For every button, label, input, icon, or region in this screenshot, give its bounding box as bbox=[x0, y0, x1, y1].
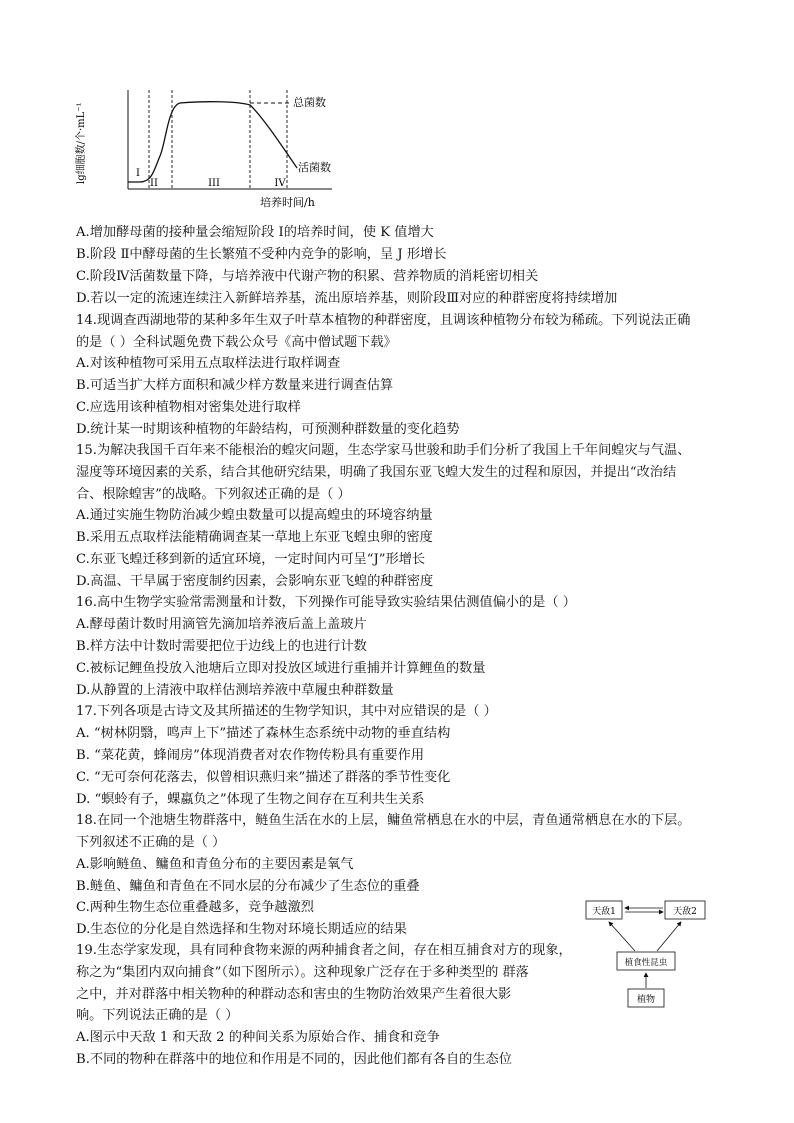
q16-stem: 16.高中生物学实验常需测量和计数，下列操作可能导致实验结果估测值偏小的是（ ） bbox=[76, 595, 576, 610]
plant-label: 植物 bbox=[636, 995, 656, 1005]
arrow-insect-to-enemy2 bbox=[657, 922, 681, 951]
q19-stem: 之中，并对群落中相关物种的种群动态和害虫的生物防治效果产生着很大影 bbox=[76, 987, 512, 1002]
q14-option-b: B.可适当扩大样方面积和减少样方数量来进行调查估算 bbox=[76, 378, 394, 393]
legend-viable: 活菌数 bbox=[298, 161, 331, 174]
q19-stem: 响。下列说法正确的是（ ） bbox=[76, 1008, 239, 1023]
q17-option-b: B. “菜花黄，蜂闹房”体现消费者对农作物传粉具有重要作用 bbox=[76, 748, 425, 763]
q18-stem: 18.在同一个池塘生物群落中，鲢鱼生活在水的上层，鳙鱼常栖息在水的中层，青鱼通常栖息在水的下层。 bbox=[76, 813, 691, 828]
viable-count-curve bbox=[128, 102, 297, 182]
enemy1-label: 天敌1 bbox=[592, 907, 616, 917]
q13-option-a: A.增加酵母菌的接种量会缩短阶段 I的培养时间，使 K 值增大 bbox=[76, 225, 434, 240]
q13-option-d: D.若以一定的流速连续注入新鲜培养基，流出原培养基，则阶段Ⅲ对应的种群密度将持续增加 bbox=[76, 291, 618, 306]
q17-stem: 17.下列各项是古诗文及其所描述的生物学知识，其中对应错误的是（ ） bbox=[76, 704, 497, 719]
q13-option-c: C.阶段Ⅳ活菌数量下降，与培养液中代谢产物的积累、营养物质的消耗密切相关 bbox=[76, 269, 539, 284]
q19-stem: 19.生态学家发现，具有同种食物来源的两种捕食者之间，存在相互捕食对方的现象， bbox=[76, 943, 572, 958]
legend-total: 总菌数 bbox=[293, 96, 326, 109]
q18-option-d: D.生态位的分化是自然选择和生物对环境长期适应的结果 bbox=[76, 922, 407, 937]
phase-label: I bbox=[136, 168, 140, 179]
phase-label: II bbox=[150, 178, 158, 189]
q17-option-a: A. “树林阴翳，鸣声上下”描述了森林生态系统中动物的垂直结构 bbox=[76, 726, 451, 741]
phase-label: III bbox=[208, 178, 220, 189]
q14-stem: 的是（ ）全科试题免费下载公众号《高中僧试题下载》 bbox=[76, 335, 397, 350]
q15-stem: 15.为解决我国千百年来不能根治的蝗灾问题，生态学家马世骏和助手们分析了我国上千年间蝗灾与气温、 bbox=[76, 443, 691, 458]
q15-option-b: B.采用五点取样法能精确调查某一草地上东亚飞蝗虫卵的密度 bbox=[76, 530, 433, 545]
q18-option-c: C.两种生物生态位重叠越多，竞争越激烈 bbox=[76, 900, 314, 915]
q16-option-d: D.从静置的上清液中取样估测培养液中草履虫种群数量 bbox=[76, 683, 394, 698]
q15-option-d: D.高温、干旱属于密度制约因素，会影响东亚飞蝗的种群密度 bbox=[76, 574, 434, 589]
q19-stem: 称之为“集团内双向捕食”（如下图所示）。这种现象广泛存在于多种类型的 群落 bbox=[76, 965, 529, 980]
q15-option-a: A.通过实施生物防治减少蝗虫数量可以提高蝗虫的环境容纳量 bbox=[76, 508, 433, 523]
growth-curve-chart bbox=[72, 86, 372, 216]
q14-stem: 14.现调查西湖地带的某种多年生双子叶草本植物的种群密度，且调该种植物分布较为稀疏。下列说法正确 bbox=[76, 313, 691, 328]
enemy2-label: 天敌2 bbox=[673, 907, 697, 917]
phase-label: IV bbox=[274, 178, 286, 189]
q14-option-c: C.应选用该种植物相对密集处进行取样 bbox=[76, 400, 301, 415]
q18-stem: 下列叙述不正确的是（ ） bbox=[76, 835, 226, 850]
q16-option-b: B.样方法中计数时需要把位于边线上的也进行计数 bbox=[76, 639, 367, 654]
q15-option-c: C.东亚飞蝗迁移到新的适宜环境，一定时间内可呈“J”形增长 bbox=[76, 552, 426, 567]
q19-option-a: A.图示中天敌 1 和天敌 2 的种间关系为原始合作、捕食和竞争 bbox=[76, 1030, 440, 1045]
y-axis-label: lg细胞数/个·mL⁻¹ bbox=[76, 102, 87, 184]
q15-stem: 合、根除蝗害”的战略。下列叙述正确的是（ ） bbox=[76, 487, 351, 502]
q16-option-a: A.酵母菌计数时用滴管先滴加培养液后盖上盖玻片 bbox=[76, 617, 367, 632]
q17-option-c: C. “无可奈何花落去，似曾相识燕归来”描述了群落的季节性变化 bbox=[76, 770, 451, 785]
x-axis-label: 培养时间/h bbox=[260, 196, 315, 209]
arrow-insect-to-enemy1 bbox=[609, 922, 635, 951]
q14-option-a: A.对该种植物可采用五点取样法进行取样调查 bbox=[76, 356, 341, 371]
q14-option-d: D.统计某一时期该种植物的年龄结构，可预测种群数量的变化趋势 bbox=[76, 422, 460, 437]
q19-option-b: B.不同的物种在群落中的地位和作用是不同的，因此他们都有各自的生态位 bbox=[76, 1052, 512, 1067]
q15-stem: 湿度等环境因素的关系，结合其他研究结果，明确了我国东亚飞蝗大发生的过程和原因，并提出“改治结 bbox=[76, 465, 677, 480]
q18-option-a: A.影响鲢鱼、鳙鱼和青鱼分布的主要因素是氧气 bbox=[76, 857, 354, 872]
q18-option-b: B.鲢鱼、鳙鱼和青鱼在不同水层的分布减少了生态位的重叠 bbox=[76, 879, 420, 894]
q13-option-b: B.阶段 Ⅱ中酵母菌的生长繁殖不受种内竞争的影响，呈 J 形增长 bbox=[76, 247, 447, 262]
q17-option-d: D. “螟蛉有子，蜾蠃负之”体现了生物之间存在互利共生关系 bbox=[76, 792, 425, 807]
q16-option-c: C.被标记鲤鱼投放入池塘后立即对投放区域进行重捕并计算鲤鱼的数量 bbox=[76, 661, 486, 676]
food-web-diagram bbox=[583, 896, 713, 1014]
insect-label: 植食性昆虫 bbox=[624, 958, 668, 968]
